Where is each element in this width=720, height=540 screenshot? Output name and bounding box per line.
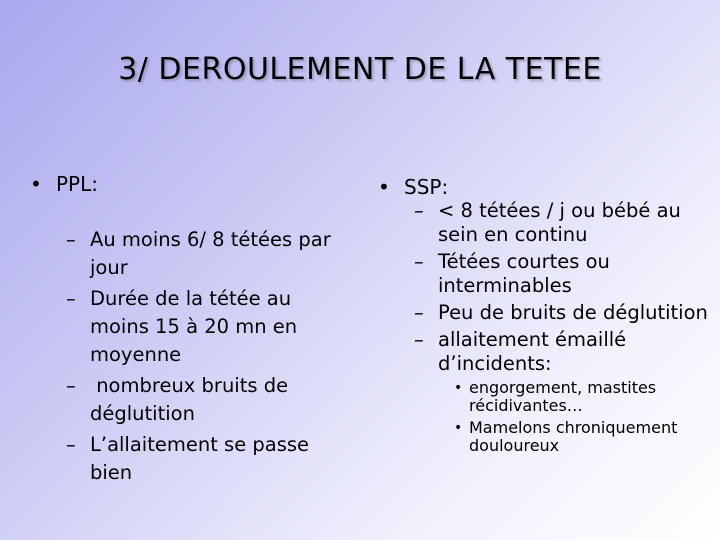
dash-glyph: – <box>66 433 76 456</box>
sub-list-item-text: Mamelons chroniquement douloureux <box>469 418 678 455</box>
left-column <box>30 172 340 490</box>
list-item <box>378 199 708 247</box>
right-heading <box>378 175 708 199</box>
list-item-text: allaitement émaillé d’incidents: <box>438 328 627 375</box>
list-item <box>30 226 340 282</box>
list-item-text: Durée de la tétée au moins 15 à 20 mn en moyenne <box>90 287 298 366</box>
dash-glyph: – <box>414 301 424 324</box>
list-item <box>30 285 340 369</box>
sub-list-item <box>378 379 708 415</box>
dash-glyph: – <box>414 199 424 222</box>
list-item-text: L’allaitement se passe bien <box>90 433 310 484</box>
right-sublist <box>378 379 708 455</box>
list-item <box>30 431 340 487</box>
list-item <box>378 301 708 325</box>
dash-glyph: – <box>66 374 76 397</box>
right-list <box>378 199 708 376</box>
slide-title: 3/ DEROULEMENT DE LA TETEE <box>118 52 602 87</box>
list-item <box>378 250 708 298</box>
right-heading-label: SSP: <box>404 175 449 199</box>
list-item-text: Tétées courtes ou interminables <box>438 250 610 297</box>
left-heading-label: PPL: <box>56 172 99 196</box>
list-item <box>378 328 708 376</box>
dash-glyph: – <box>66 228 76 251</box>
bullet-glyph: • <box>30 172 42 196</box>
dash-glyph: – <box>66 287 76 310</box>
bullet-glyph: • <box>454 380 463 396</box>
bullet-glyph: • <box>454 420 463 436</box>
dash-glyph: – <box>414 250 424 273</box>
list-item-text: < 8 tétées / j ou bébé au sein en continu <box>438 199 681 246</box>
list-item-text: Au moins 6/ 8 tétées par jour <box>90 228 331 279</box>
list-item <box>30 372 340 428</box>
left-list <box>30 226 340 487</box>
sub-list-item <box>378 419 708 455</box>
bullet-glyph: • <box>378 175 390 199</box>
left-heading <box>30 172 340 196</box>
list-item-text: Peu de bruits de déglutition <box>438 301 708 324</box>
sub-list-item-text: engorgement, mastites récidivantes… <box>469 378 657 415</box>
list-item-text: nombreux bruits de déglutition <box>90 374 295 425</box>
right-column <box>378 175 708 459</box>
dash-glyph: – <box>414 328 424 351</box>
